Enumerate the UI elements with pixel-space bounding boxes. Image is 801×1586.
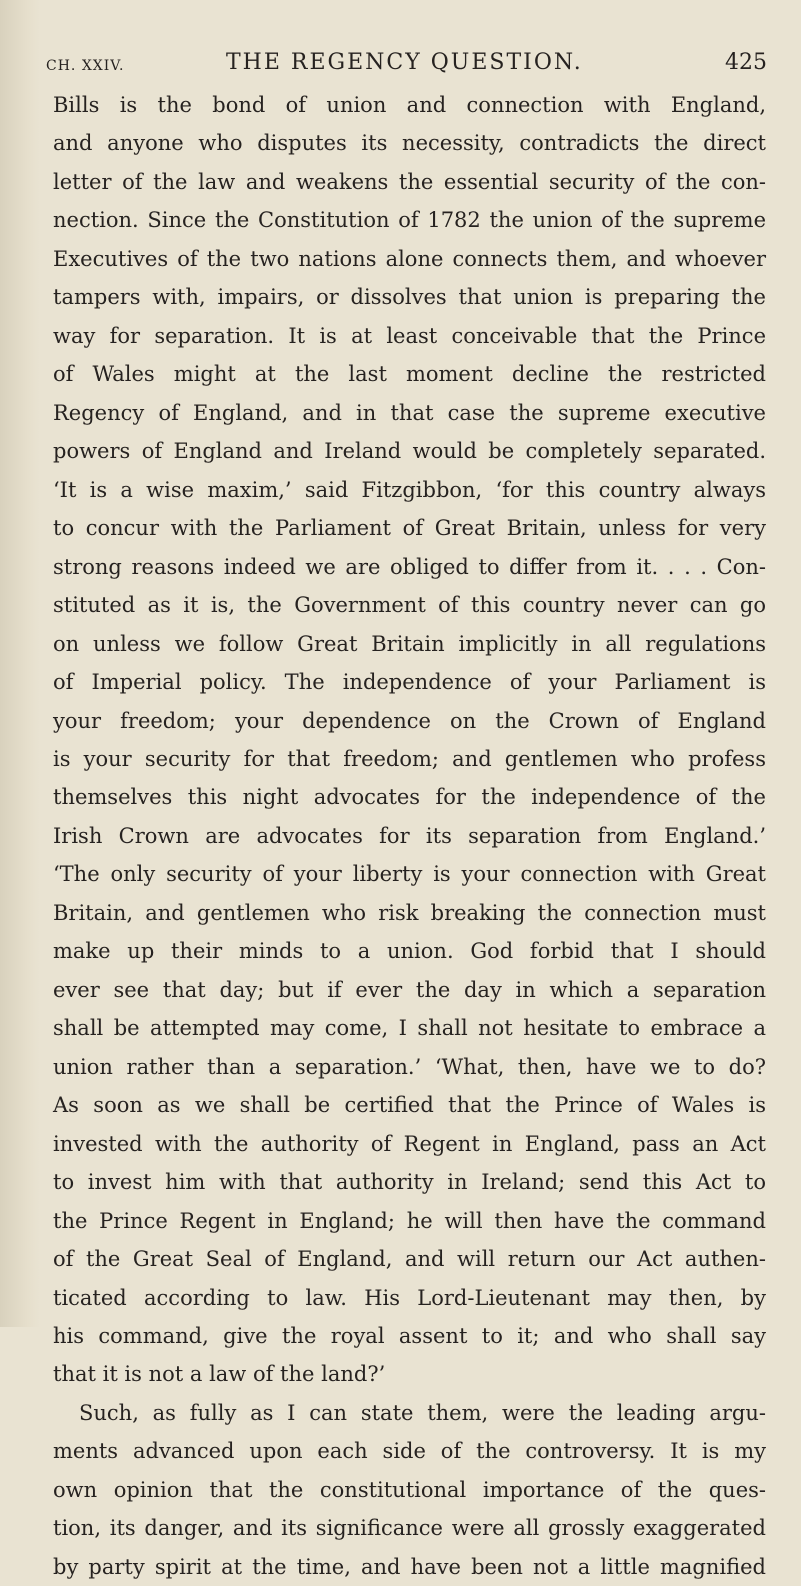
text-line: ments advanced upon each side of the controversy. It is my <box>53 1439 766 1464</box>
text-line: invested with the authority of Regent in England, pass an Act <box>53 1131 766 1156</box>
text-line: to invest him with that authority in Ireland; send this Act to <box>53 1170 766 1195</box>
text-line: Bills is the bond of union and connection with England, <box>53 93 766 117</box>
text-line: way for separation. It is at least conceivable that the Prince <box>53 323 766 348</box>
running-title: THE REGENCY QUESTION. <box>226 50 583 75</box>
text-line: tion, its danger, and its significance were all grossly exaggerated <box>53 1516 766 1541</box>
text-line: letter of the law and weakens the essential security of the con- <box>53 169 766 194</box>
text-line: union rather than a separation.’ ‘What, then, have we to do? <box>53 1054 766 1079</box>
text-line: his command, give the royal assent to it; and who shall say <box>53 1324 766 1348</box>
text-line: by party spirit at the time, and have been not a little magnified <box>53 1554 766 1579</box>
page-edge-shadow <box>0 0 40 1327</box>
text-line: Irish Crown are advocates for its separation from England.’ <box>53 823 766 848</box>
text-line: is your security for that freedom; and gentlemen who profess <box>53 746 766 771</box>
text-line: own opinion that the constitutional importance of the ques- <box>53 1477 766 1502</box>
text-line: the Prince Regent in England; he will then have the command <box>53 1208 766 1233</box>
text-line: Executives of the two nations alone connects them, and whoever <box>53 246 766 271</box>
chapter-label: CH. XXIV. <box>46 58 125 74</box>
text-line: powers of England and Ireland would be completely separated. <box>53 439 766 464</box>
text-line: strong reasons indeed we are obliged to differ from it. . . . Con- <box>53 554 766 579</box>
text-line: ‘The only security of your liberty is your connection with Great <box>53 862 766 887</box>
text-line: to concur with the Parliament of Great Britain, unless for very <box>53 516 766 541</box>
text-line: on unless we follow Great Britain implicitly in all regulations <box>53 631 766 656</box>
text-line: nection. Since the Constitution of 1782 the union of the supreme <box>53 208 766 233</box>
text-line: As soon as we shall be certified that the Prince of Wales is <box>53 1093 766 1118</box>
text-line: ticated according to law. His Lord-Lieutenant may then, by <box>53 1285 766 1310</box>
text-line: of Wales might at the last moment decline the restricted <box>53 362 766 387</box>
text-line: themselves this night advocates for the independence of the <box>53 785 766 810</box>
body-text <box>53 86 766 1586</box>
text-line: of Imperial policy. The independence of your Parliament is <box>53 670 766 695</box>
text-line: that it is not a law of the land?’ <box>53 1362 386 1387</box>
text-line: tampers with, impairs, or dissolves that union is preparing the <box>53 285 766 310</box>
text-line: shall be attempted may come, I shall not hesitate to embrace a <box>53 1016 766 1041</box>
text-line: ‘It is a wise maxim,’ said Fitzgibbon, ‘for this country always <box>53 477 766 502</box>
text-line: ever see that day; but if ever the day in which a separation <box>53 977 766 1002</box>
text-line: Such, as fully as I can state them, were the leading argu- <box>79 1400 766 1425</box>
text-line: make up their minds to a union. God forbid that I should <box>53 939 766 964</box>
text-line: stituted as it is, the Government of this country never can go <box>53 593 766 618</box>
text-line: Britain, and gentlemen who risk breaking the connection must <box>53 900 766 925</box>
text-line: Regency of England, and in that case the supreme executive <box>53 400 766 425</box>
text-line: of the Great Seal of England, and will return our Act authen- <box>53 1247 766 1272</box>
text-line: your freedom; your dependence on the Crown of England <box>53 708 766 733</box>
page-number: 425 <box>725 50 767 75</box>
running-header <box>46 50 767 84</box>
text-line: and anyone who disputes its necessity, contradicts the direct <box>53 131 766 156</box>
